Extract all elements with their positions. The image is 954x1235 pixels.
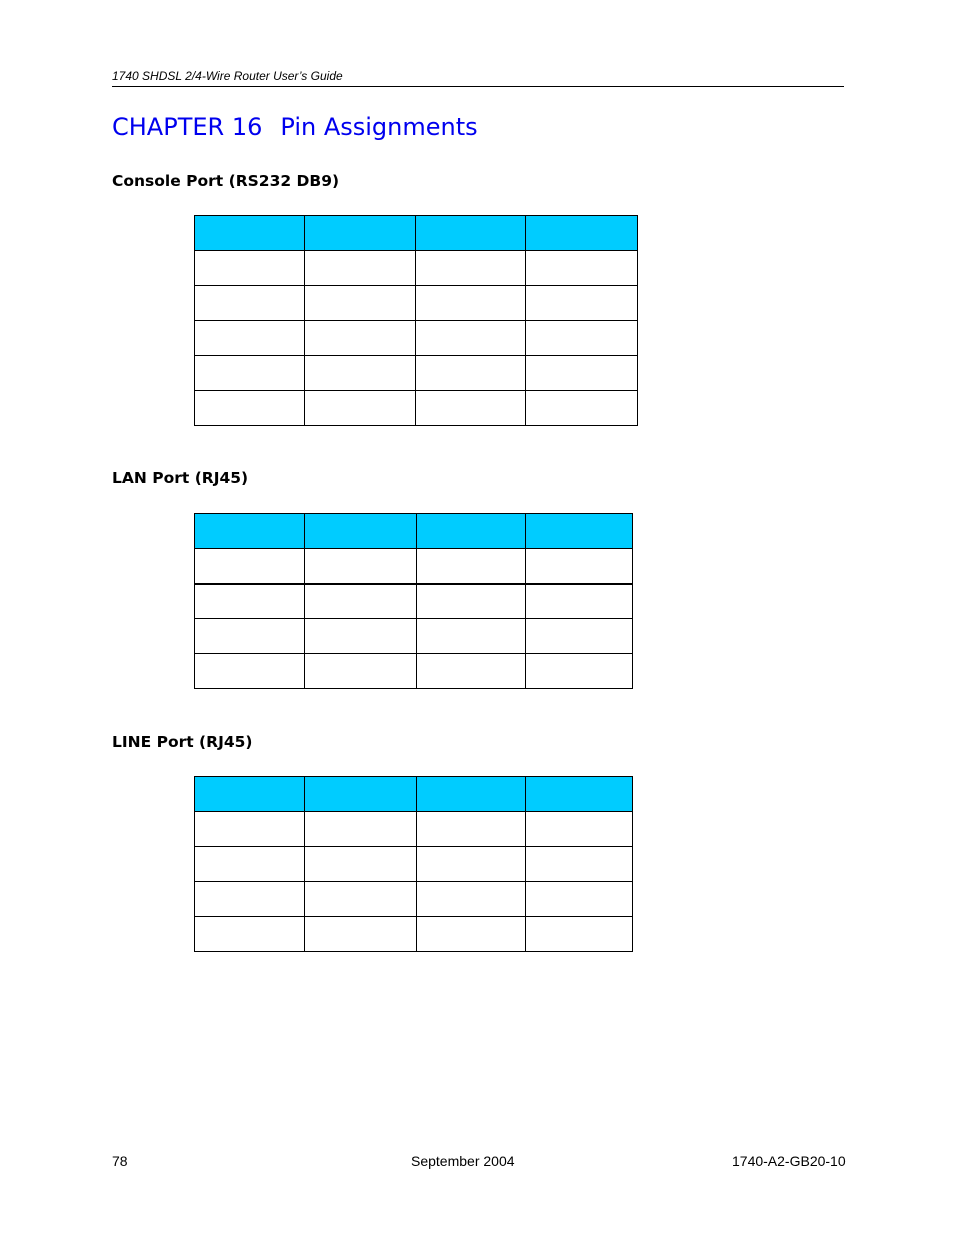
running-header: 1740 SHDSL 2/4-Wire Router User’s Guide [112, 69, 343, 83]
table-header-cell [195, 216, 305, 251]
table-header-cell [526, 216, 638, 251]
table-header-cell [417, 514, 526, 549]
table-cell [526, 654, 633, 689]
table-cell [526, 321, 638, 356]
section-heading-line-port: LINE Port (RJ45) [112, 733, 253, 751]
table-cell [305, 847, 417, 882]
table-header-cell [305, 514, 417, 549]
table-cell [305, 286, 416, 321]
table-cell [526, 584, 633, 619]
table-cell [195, 882, 305, 917]
table-cell [417, 882, 526, 917]
table-cell [195, 654, 305, 689]
table-header-cell [526, 777, 633, 812]
table-cell [305, 882, 417, 917]
table-row [195, 391, 638, 426]
table-cell [526, 812, 633, 847]
footer-date: September 2004 [411, 1153, 515, 1169]
table-row [195, 584, 633, 619]
table-cell [526, 391, 638, 426]
table-row [195, 917, 633, 952]
document-number: 1740-A2-GB20-10 [732, 1153, 846, 1169]
table-cell [195, 391, 305, 426]
table-cell [305, 812, 417, 847]
table-header-row [195, 777, 633, 812]
table-row [195, 812, 633, 847]
table-cell [305, 917, 417, 952]
table-cell [526, 917, 633, 952]
table-cell [526, 882, 633, 917]
table-header-cell [416, 216, 526, 251]
table-cell [417, 549, 526, 584]
chapter-name: Pin Assignments [280, 113, 478, 141]
table-cell [526, 619, 633, 654]
table-cell [417, 619, 526, 654]
line-port-pin-table [194, 776, 633, 952]
table-header-cell [305, 216, 416, 251]
table-cell [526, 549, 633, 584]
table-header-cell [526, 514, 633, 549]
table-header-row [195, 216, 638, 251]
table-cell [526, 847, 633, 882]
table-cell [416, 251, 526, 286]
table-cell [195, 286, 305, 321]
table-cell [195, 549, 305, 584]
table-header-cell [195, 777, 305, 812]
console-port-pin-table [194, 215, 638, 426]
chapter-title [112, 113, 478, 141]
lan-port-pin-table [194, 513, 633, 689]
table-cell [195, 847, 305, 882]
table-cell [195, 812, 305, 847]
table-row [195, 654, 633, 689]
page-number: 78 [112, 1153, 128, 1169]
table-cell [526, 356, 638, 391]
table-cell [305, 391, 416, 426]
table-cell [195, 251, 305, 286]
table-header-row [195, 514, 633, 549]
header-rule [112, 86, 844, 87]
table-cell [305, 549, 417, 584]
table-cell [417, 812, 526, 847]
table-cell [526, 251, 638, 286]
table-cell [305, 251, 416, 286]
table-row [195, 286, 638, 321]
section-heading-lan-port: LAN Port (RJ45) [112, 469, 249, 487]
chapter-number: CHAPTER 16 [112, 113, 263, 141]
table-cell [417, 584, 526, 619]
table-cell [195, 619, 305, 654]
table-cell [195, 356, 305, 391]
table-cell [416, 321, 526, 356]
table-cell [305, 654, 417, 689]
table-cell [417, 654, 526, 689]
table-cell [416, 391, 526, 426]
table-cell [526, 286, 638, 321]
table-cell [416, 356, 526, 391]
table-row [195, 356, 638, 391]
table-cell [305, 356, 416, 391]
table-cell [305, 321, 416, 356]
table-cell [417, 917, 526, 952]
table-header-cell [417, 777, 526, 812]
table-row [195, 321, 638, 356]
table-row [195, 251, 638, 286]
table-header-cell [195, 514, 305, 549]
table-row [195, 619, 633, 654]
table-cell [417, 847, 526, 882]
table-row [195, 847, 633, 882]
table-cell [305, 619, 417, 654]
table-row [195, 882, 633, 917]
section-heading-console-port: Console Port (RS232 DB9) [112, 172, 340, 190]
table-header-cell [305, 777, 417, 812]
table-row [195, 549, 633, 584]
table-cell [195, 584, 305, 619]
table-cell [195, 321, 305, 356]
table-cell [195, 917, 305, 952]
table-cell [416, 286, 526, 321]
table-cell [305, 584, 417, 619]
